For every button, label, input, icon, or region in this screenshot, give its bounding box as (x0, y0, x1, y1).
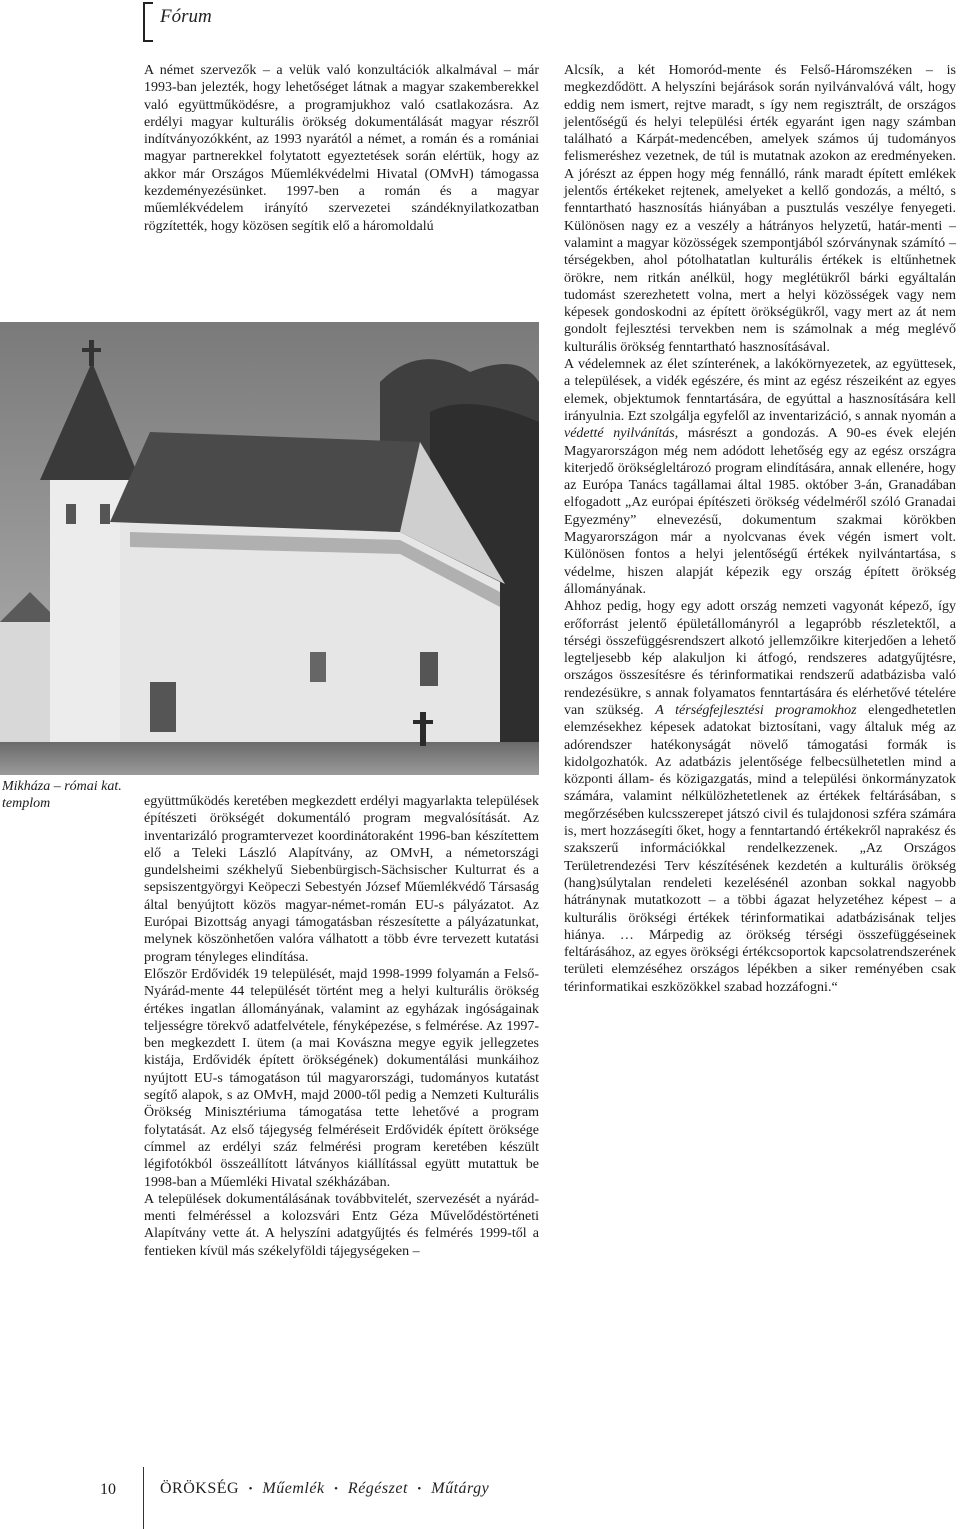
bracket-mark (143, 2, 153, 42)
paragraph: együttműködés keretében megkezdett erdélyi magyarlakta települések építészeti örökségét dokumentáló program megvalósítását. Az inventarizáló programtervezet koordinátoraként 1996-ban készítettem elő a Teleki László Alapítvány, az OMvH, a németországi gundelsheimi székhelyű Siebenbürgisch-Sächsischer Kulturrat és a sepsiszentgyörgyi Keöpeczi Sebestyén József Műemlékvédő Társaság által benyújtott közös magyar-német-román EU-s pályázatot. Az Európai Bizottság anyagi támogatásban részesítette a pályázatunkat, melynek köszönhetően valóra válhatott a több évre tervezett kutatási program tényleges elindítása. (144, 794, 539, 965)
section-title: Fórum (160, 6, 212, 27)
brand-name: ÖRÖKSÉG (160, 1480, 240, 1497)
footer-brand (160, 1480, 489, 1498)
photo-caption: Mikháza – római kat. templom (2, 779, 122, 811)
column-2 (564, 62, 956, 996)
text-run: A védelemnek az élet színterének, a lakókörnyezetek, az együttesek, a települések, a vidék egészére, és mint az egész részeiként az egyes elemek, objektumok fenntartására, de egyúttal a hasznosítására kell irányulnia. Ezt szolgálja egyfelől az inventarizáció, s annak nyomán a (564, 357, 956, 424)
text-run: , másrészt a gondozás. A 90-es évek elején Magyarországon még nem adódott lehetőség egy az egész országra kiterjedő örökségleltározó program elindítására, annak ellenére, hogy az Európa Tanács tagállamai által 1985. október 3-án, Granadában elfogadott „Az európai építészeti örökség védelméről szóló Granadai Egyezmény” elnevezésű, dokumentum szakmai körökben Magyarországon már a nyolcvanas évek végén ismert volt. Különösen fontos a helyi jelentőségű értékek nyilvántartása, s védelme, hiszen alapját képezik egy ország épített örökség állományának. (564, 426, 956, 597)
footer-divider (143, 1467, 144, 1529)
paragraph (564, 356, 956, 598)
brand-sub-2: Régészet (347, 1480, 408, 1497)
paragraph: A települések dokumentálásának továbbvitelét, szervezését a nyárád-menti felméréssel a kolozsvári Entz Géza Művelődéstörténeti Alapítvány vette át. A helyszíni adatgyűjtés és felmérés 1999-től a fentieken kívül más székelyföldi tájegységeken – (144, 1191, 539, 1259)
paragraph: Először Erdővidék 19 települését, majd 1998-1999 folyamán a Felső-Nyárád-mente 44 települését történt meg a helyi kulturális örökség értékes ingatlan állományának, valamint az egyházak ingóságainak teljességre törekvő adatfelvétele, fényképezése, s felmérése. Az 1997-ben megkezdett I. ütem (a mai Kovászna megye egyik jellegzetes kistája, Erdővidék épített örökségének) dokumentálási munkáihoz nyújtott EU-s támogatáson túl magyarországi, tudományos kutatást segítő alapok, s az OMvH, majd 2000-től pedig a Nemzeti Kulturális Örökség Minisztériuma támogatása tette lehetővé a program folytatását. Az első tájegység felméréseit Erdővidék épített öröksége címmel az erdélyi száz felmérési program keretében készült légifotókból összeállított látványos kiállítással együtt mutattuk be 1998-ban a Műemléki Hivatal székházában. (144, 966, 539, 1190)
church-photo (0, 322, 539, 775)
section-header (131, 0, 251, 44)
paragraph: A német szervezők – a velük való konzultációk alkalmával – már 1993-ban jelezték, hogy lehetőséget látnak a magyar szakemberekkel való együttműködésre, a programjukhoz való csatlakozásra. Az erdélyi magyar kulturális örökség dokumentálását magyar részről indítványozókként, az 1993 nyarától a német, a román és a romániai magyar partnerekkel folytatott egyeztetések során elértük, hogy az akkor már Országos Műemlékvédelmi Hivatal (OMvH) támogassa kezdeményezésünket. 1997-ben a román és a magyar műemlékvédelem irányító szervezetei szándéknyilatkozatban rögzítették, hogy közösen segítik elő a háromoldalú (144, 63, 539, 234)
emphasis-text: védetté nyilvánítás (564, 426, 675, 442)
column-1-top (144, 62, 539, 235)
paragraph (564, 598, 956, 996)
paragraph: Alcsík, a két Homoród-mente és Felső-Háromszéken – is megkezdődött. A helyszíni bejárások során nyilvánvalóvá vált, hogy eddig nem ismert, rejtve maradt, s így nem regisztrált, de országos jelentőségű és helyi települési érték egyaránt igen nagy számban található a Kárpát-medencében, amelyek számos új tudományos felismeréshez vezetnek, de túl is mutatnak azokon az eredményeken. A jórészt az éppen hogy még fennálló, ránk maradt épített emlékek jelentős értékeket rejtenek, amelyeket a kellő gondozás, a méltó, s fenntartható hasznosítás hiányában a pusztulás veszélye fenyegeti. Különösen nagy ez a veszély a hátrányos helyzetű, határ-menti – valamint a magyar közösségek szempontjából szórványnak számító – térségekben, ahol pótolhatatlan kulturális értékek is eltűnhetnek örökre, nem ritkán anélkül, hogy meglétükről bárki egyáltalán tudomást szerezhetett volna, mert a helyi közösségek vagy nem képesek gondoskodni az épített örökségükről, vagy mert az át nem gondolt fejlesztési tervekben nem is számolnak a még meglévő kulturális örökség fenntartható hasznosításával. (564, 63, 956, 355)
bullet-icon: • (334, 1483, 339, 1496)
text-run: elengedhetetlen elemzésekhez képesek adatokat biztosítani, vagy általuk még az adórendszer hatékonyságát növelő támogatási formák is kidolgozhatók. Az adatbázis jelentősége felbecsülhetetlen mind a központi állam- és közigazgatás, mind a települési önkormányzatok számára, valamint nélkülözhetetlenek az értékek feltárásában, s megőrzésében kulcsszerepet játszó civil és tulajdonosi szféra számára is, mert hozzásegíti őket, hogy a fenntartandó értékekről naprakész és szakszerű információkkal rendelkezzenek. „Az Országos Területrendezési Terv készítésének kezdetén a kulturális örökség (hang)súlytalan rendeleti kezelésénél azonban sokkal nagyobb hátránynak mutatkozott – a többi ágazat helyzetéhez képest – a kulturális örökségi értékek térinformatikai adatbázisának teljes hiánya. … Márpedig az örökség térségi összefüggéseinek feltárásához, az egyes örökségi értékcsoportok kapcsolatrendszerének területi elemzéséhez országos lépékben a siker reményében csak térinformatikai eszközökkel szabad hozzáfogni.“ (564, 702, 956, 995)
column-1-bottom (144, 793, 539, 1260)
page-number: 10 (100, 1481, 116, 1498)
emphasis-text: A térségfejlesztési programokhoz (655, 702, 857, 718)
text-run: Ahhoz pedig, hogy egy adott ország nemzeti vagyonát képező, így erőforrást jelentő épületállományról a legapróbb részletektől, a térségi összefüggésrendszert alkotó jellemzőikre kiterjedően a lehető legteljesebb kép alakuljon ki átfogó, rendszeres adatgyűjtésre, országos összesítésre és térinformatikai rendszerű adatbázisba való rendezésükre, s annak folyamatos fenntartására és elérhetővé tételére van szükség. (564, 599, 956, 718)
bullet-icon: • (417, 1483, 422, 1496)
brand-sub-1: Műemlék (262, 1480, 325, 1497)
brand-sub-3: Műtárgy (431, 1480, 490, 1497)
bullet-icon: • (248, 1483, 253, 1496)
